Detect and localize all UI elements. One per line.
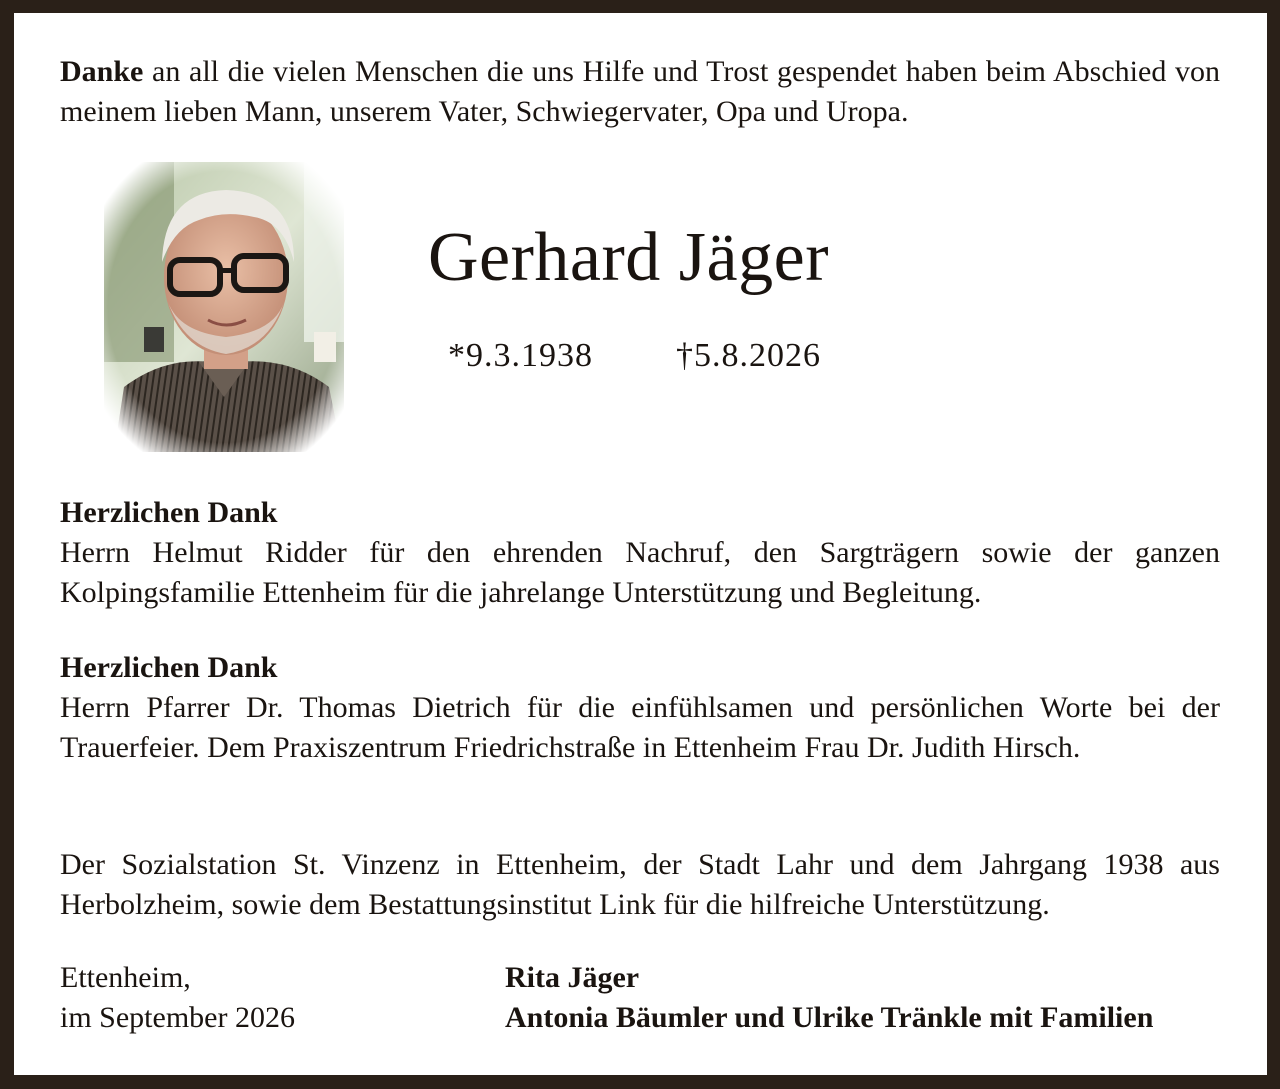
death-date: †5.8.2026	[676, 337, 821, 374]
birth-date: *9.3.1938	[448, 337, 593, 374]
portrait-photo	[104, 162, 344, 452]
thanks-section-2	[60, 648, 1220, 768]
signer-2: Antonia Bäumler und Ulrike Tränkle mit Familien	[505, 1001, 1154, 1034]
closing-text: Der Sozialstation St. Vinzenz in Ettenheim, der Stadt Lahr und dem Jahrgang 1938 aus Herbolzheim, sowie dem Bestattungsinstitut Link für die hilfreiche Unterstützung.	[60, 848, 1220, 921]
thanks-heading: Herzlichen Dank	[60, 651, 278, 684]
intro-lead: Danke	[60, 55, 144, 88]
intro-paragraph	[60, 52, 1220, 132]
intro-text: an all die vielen Menschen die uns Hilfe und Trost gespendet haben beim Abschied von meinem lieben Mann, unserem Vater, Schwiegervater, Opa und Uropa.	[60, 55, 1220, 128]
deceased-name: Gerhard Jäger	[428, 219, 830, 296]
signoff-signers	[505, 958, 1153, 1038]
signoff-place: Ettenheim,	[60, 961, 191, 994]
thanks-text: Herrn Helmut Ridder für den ehrenden Nachruf, den Sargträgern sowie der ganzen Kolpingsfamilie Ettenheim für die jahrelange Unterstützung und Begleitung.	[60, 536, 1220, 609]
thanks-heading: Herzlichen Dank	[60, 496, 278, 529]
signoff-date: im September 2026	[60, 1001, 295, 1034]
signer-1: Rita Jäger	[505, 961, 640, 994]
thanks-text: Herrn Pfarrer Dr. Thomas Dietrich für die einfühlsamen und persönlichen Worte bei der Trauerfeier. Dem Praxiszentrum Friedrichstraße in Ettenheim Frau Dr. Judith Hirsch.	[60, 691, 1220, 764]
thanks-section-1	[60, 493, 1220, 613]
signoff-place-date	[60, 958, 295, 1038]
closing-paragraph	[60, 845, 1220, 925]
